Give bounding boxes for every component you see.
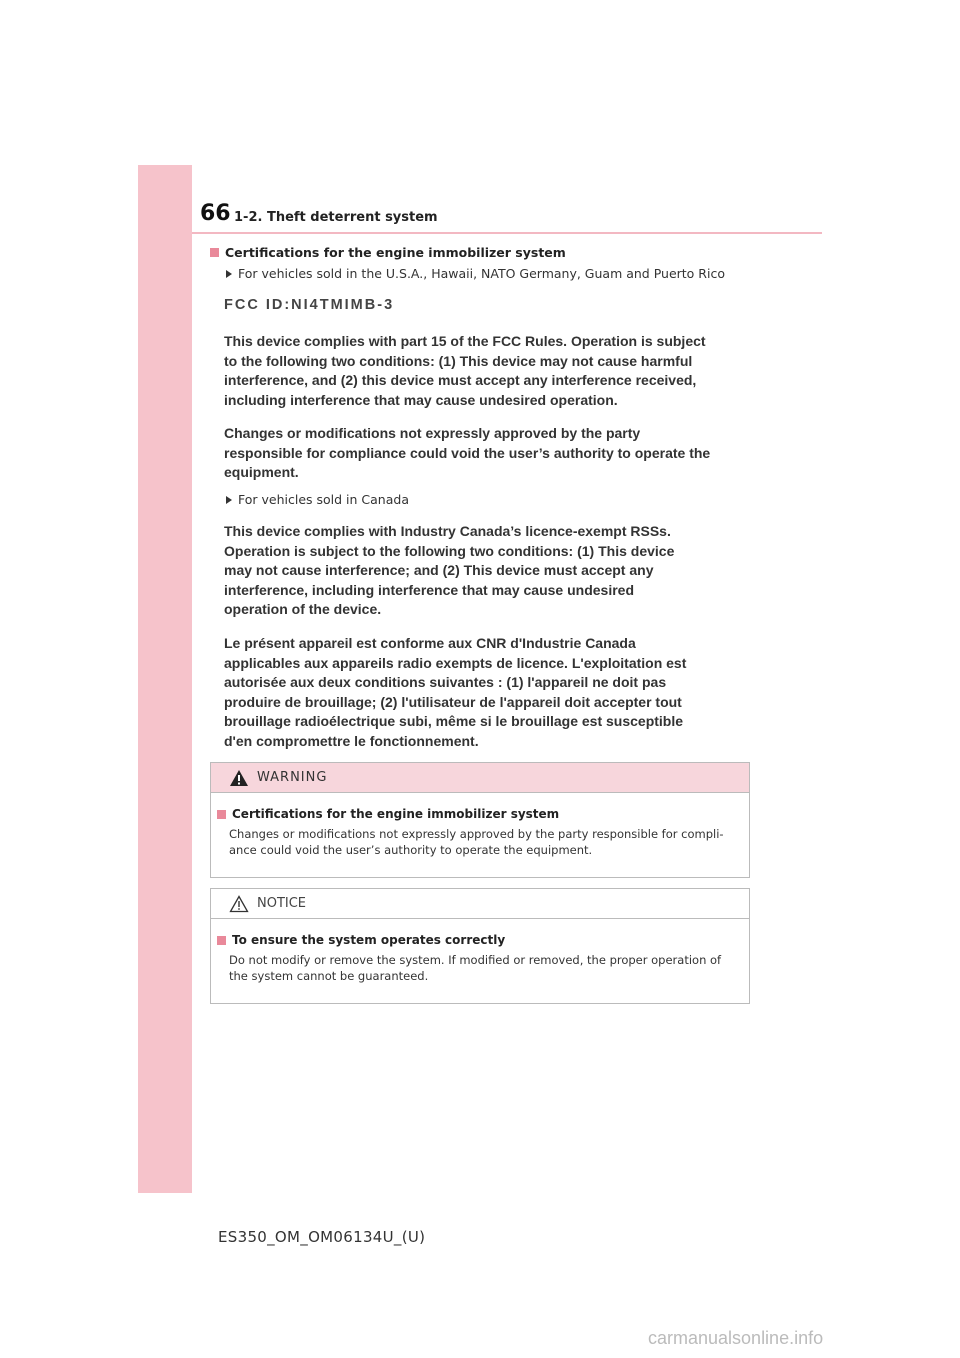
- triangle-bullet-icon: [226, 496, 232, 504]
- bullet-usa-text: For vehicles sold in the U.S.A., Hawaii, NATO Germany, Guam and Puerto Rico: [238, 266, 725, 281]
- warning-label: WARNING: [257, 770, 328, 785]
- notice-box: [210, 888, 750, 1004]
- fcc-paragraph-1: This device complies with part 15 of the FCC Rules. Operation is subject to the following two conditions: (1) This device may not cause harmful interference, and (2) this device must accept any interference received, including interference that may cause undesired operation.: [224, 333, 706, 408]
- side-band: [138, 165, 192, 1193]
- canada-paragraph-en: This device complies with Industry Canada’s licence-exempt RSSs. Operation is subject to the following two conditions: (1) This device may not cause interference; and (2) This device must accept any interference, including interference that may cause undesired operation of the device.: [224, 523, 675, 617]
- bullet-canada: [226, 492, 409, 507]
- fcc-paragraph-2: Changes or modifications not expressly approved by the party responsible for compliance could void the user’s authority to operate the equipment.: [224, 425, 711, 480]
- notice-heading-text: To ensure the system operates correctly: [232, 933, 506, 947]
- watermark: carmanualsonline.info: [648, 1328, 824, 1348]
- square-bullet-icon: [210, 248, 219, 257]
- heading-certifications: [210, 245, 566, 260]
- fcc-id: FCC ID:NI4TMIMB-3: [224, 297, 395, 313]
- warning-heading: [217, 807, 749, 821]
- canada-paragraph-fr: Le présent appareil est conforme aux CNR d'Industrie Canada applicables aux appareils radio exempts de licence. L'exploitation est autorisée aux deux conditions suivantes : (1) l'appareil ne doit pas produire de brouillage; (2) l'utilisateur de l'appareil doit accepter tout brouillage radioélectrique subi, même si le brouillage est susceptible d'en compromettre le fonctionnement.: [224, 635, 687, 749]
- notice-label: NOTICE: [257, 896, 307, 911]
- bullet-usa: [226, 266, 725, 281]
- section-title: 1-2. Theft deterrent system: [234, 210, 438, 225]
- warning-heading-text: Certifications for the engine immobilizer system: [232, 807, 560, 821]
- warning-text: Changes or modifications not expressly approved by the party responsible for compli- ance could void the user’s authority to operate the equipment.: [229, 827, 724, 857]
- footer-manual-code: ES350_OM_OM06134U_(U): [218, 1228, 426, 1246]
- caution-triangle-icon: [229, 895, 249, 913]
- triangle-bullet-icon: [226, 270, 232, 278]
- header-divider: [192, 232, 822, 234]
- warning-box: [210, 762, 750, 878]
- square-bullet-icon: [217, 810, 226, 819]
- notice-heading: [217, 933, 749, 947]
- bullet-canada-text: For vehicles sold in Canada: [238, 492, 409, 507]
- warning-header: [211, 763, 749, 793]
- heading-text: Certifications for the engine immobilizer system: [225, 245, 566, 260]
- warning-triangle-icon: [229, 769, 249, 787]
- page-number: 66: [200, 201, 231, 226]
- notice-text: Do not modify or remove the system. If modified or removed, the proper operation of the system cannot be guaranteed.: [229, 953, 722, 983]
- notice-header: [211, 889, 749, 919]
- square-bullet-icon: [217, 936, 226, 945]
